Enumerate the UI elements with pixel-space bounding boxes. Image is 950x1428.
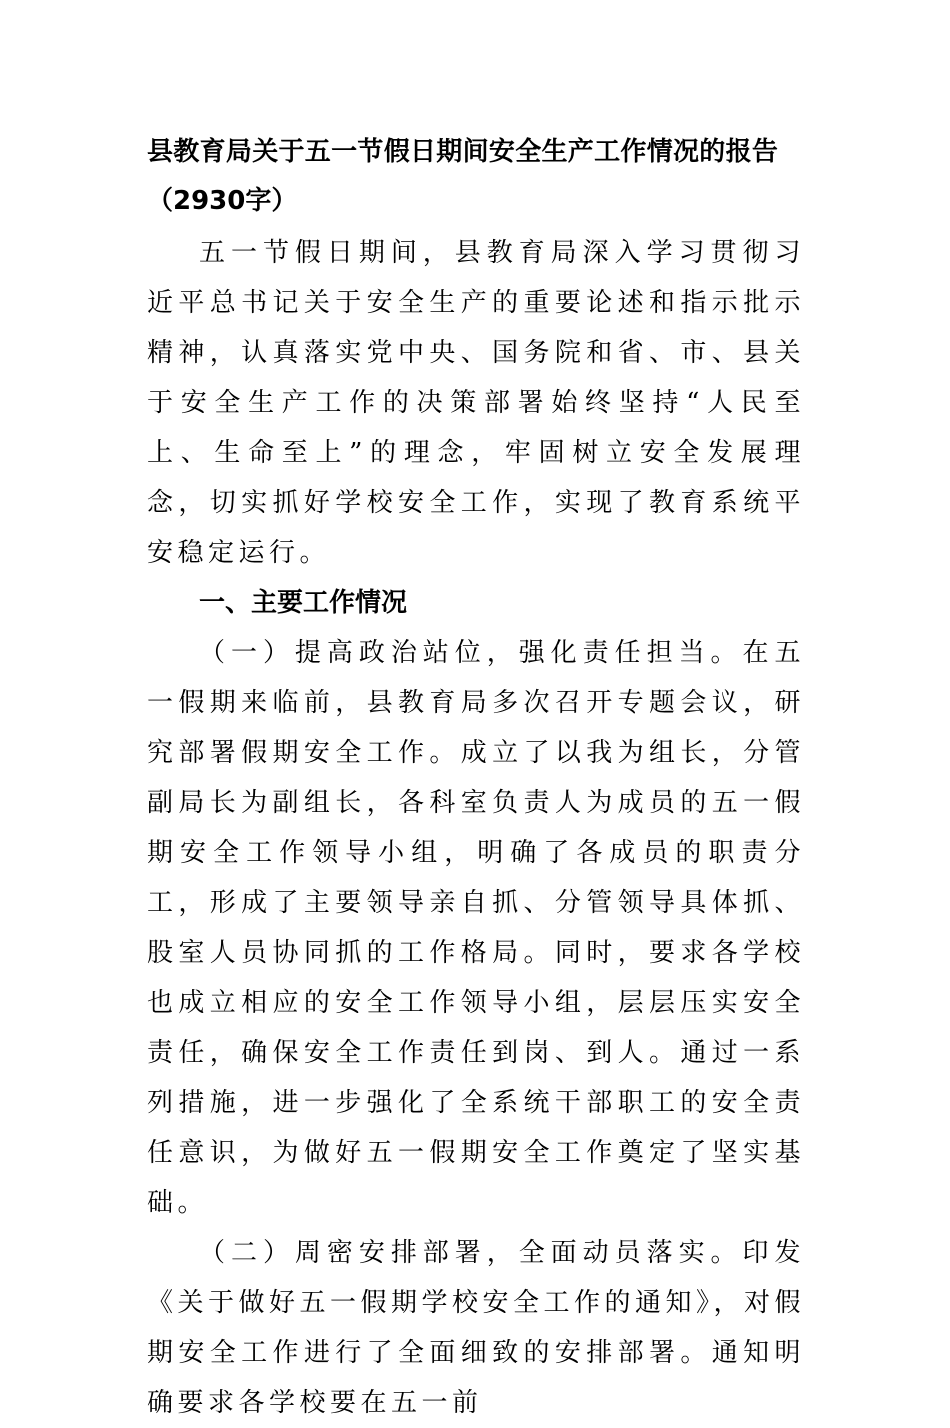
document-subtitle: （2930字） xyxy=(147,186,298,216)
paragraph-1: （一）提高政治站位，强化责任担当。在五一假期来临前，县教育局多次召开专题会议，研究部署假期安全工作。成立了以我为组长，分管副局长为副组长，各科室负责人为成员的五一假期安全工作领导小组，明确了各成员的职责分工，形成了主要领导亲自抓、分管领导具体抓、股室人员协同抓的工作格局。同时，要求各学校也成立相应的安全工作领导小组，层层压实安全责任，确保安全工作责任到岗、到人。通过一系列措施，进一步强化了全系统干部职工的安全责任意识，为做好五一假期安全工作奠定了坚实基础。 xyxy=(147,638,805,1218)
intro-paragraph: 五一节假日期间，县教育局深入学习贯彻习近平总书记关于安全生产的重要论述和指示批示精神，认真落实党中央、国务院和省、市、县关于安全生产工作的决策部署始终坚持“人民至上、生命至上”的理念，牢固树立安全发展理念，切实抓好学校安全工作，实现了教育系统平安稳定运行。 xyxy=(147,238,805,568)
paragraph-2: （二）周密安排部署，全面动员落实。印发《关于做好五一假期学校安全工作的通知》，对假期安全工作进行了全面细致的安排部署。通知明确要求各学校要在五一前 xyxy=(147,1238,806,1418)
document-title: 县教育局关于五一节假日期间安全生产工作情况的报告 xyxy=(147,137,779,167)
document-body xyxy=(147,128,805,1428)
section-heading-1: 一、主要工作情况 xyxy=(199,588,408,618)
